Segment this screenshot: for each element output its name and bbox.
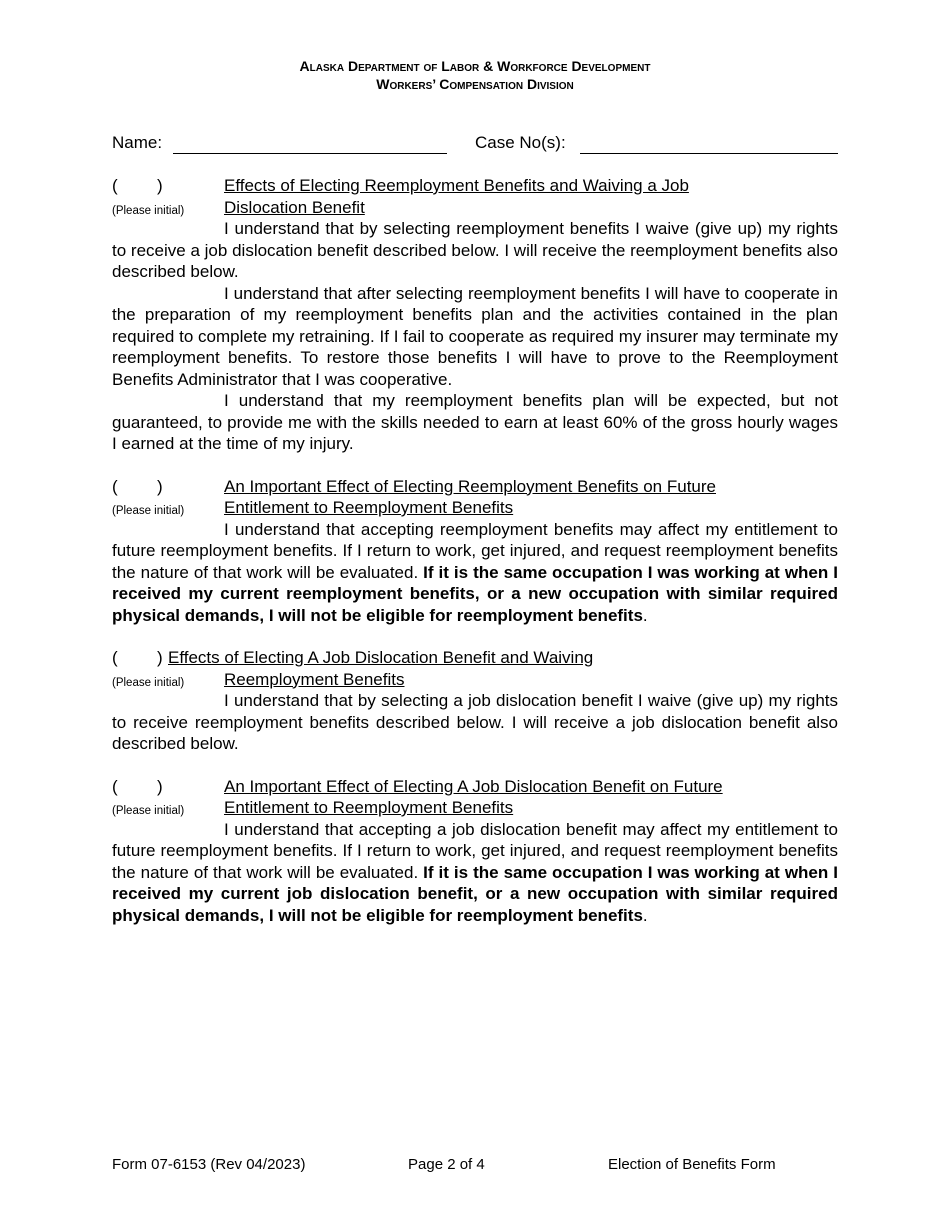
- section-job-dislocation-effects: [112, 647, 838, 755]
- paragraph: I understand that accepting a job dislocation benefit may affect my entitlement to future reemployment benefits. If I return to work, get injured, and request reemployment benefits the nature of that work will be evaluated. If it is the same occupation I was working at when I received my current job dislocation benefit, or a new occupation with similar required physical demands, I will not be eligible for reemployment benefits.: [112, 819, 838, 925]
- agency-header: [0, 57, 950, 93]
- paragraph: I understand that accepting reemployment benefits may affect my entitlement to future reemployment benefits. If I return to work, get injured, and request reemployment benefits the nature of that work will be evaluated. If it is the same occupation I was working at when I received my current reemployment benefits, or a new occupation with similar required physical demands, I will not be eligible for reemployment benefits.: [112, 519, 838, 625]
- case-number-field[interactable]: [580, 153, 838, 154]
- page-footer: [112, 1156, 840, 1176]
- document-body: [112, 175, 838, 947]
- division-name: Workers’ Compensation Division: [376, 76, 574, 92]
- please-initial-note: (Please initial): [112, 204, 185, 217]
- initial-box[interactable]: ( ): [112, 476, 163, 496]
- paragraph: I understand that by selecting a job dislocation benefit I waive (give up) my rights to receive reemployment benefits described below. I will receive a job dislocation benefit also described below.: [112, 691, 838, 753]
- section-reemployment-future-entitlement: [112, 476, 838, 627]
- section-title-cont: Entitlement to Reemployment Benefits: [224, 498, 514, 517]
- name-case-row: [112, 133, 840, 157]
- paragraph: I understand that by selecting reemployment benefits I waive (give up) my rights to receive a job dislocation benefit described below. I will receive the reemployment benefits also described below.: [112, 219, 838, 281]
- form-number: Form 07-6153 (Rev 04/2023): [112, 1156, 306, 1173]
- bold-warning: If it is the same occupation I was working at when I received my current job dislocation benefit, or a new occupation with similar required physical demands, I will not be eligible for reemployment benefits: [112, 862, 838, 925]
- section-title: An Important Effect of Electing A Job Dislocation Benefit on Future: [224, 776, 723, 796]
- paragraph: I understand that after selecting reemployment benefits I will have to cooperate in the preparation of my reemployment benefits plan and the activities contained in the plan required to complete my retraining. If I fail to cooperate as required my insurer may terminate my reemployment benefits. To restore those benefits I will have to prove to the Reemployment Benefits Administrator that I was cooperative.: [112, 283, 838, 389]
- section-title: Effects of Electing A Job Dislocation Benefit and Waiving: [168, 648, 594, 667]
- section-title-cont: Dislocation Benefit: [224, 197, 365, 217]
- section-reemployment-effects: [112, 175, 838, 455]
- please-initial-note: (Please initial): [112, 505, 185, 517]
- bold-warning: If it is the same occupation I was working at when I received my current reemployment benefits, or a new occupation with similar required physical demands, I will not be eligible for reemployment benefits: [112, 562, 838, 625]
- section-title: An Important Effect of Electing Reemployment Benefits on Future: [224, 476, 716, 496]
- agency-name: Alaska Department of Labor & Workforce Development: [299, 58, 651, 74]
- please-initial-note: (Please initial): [112, 805, 185, 817]
- name-label: Name:: [112, 133, 163, 152]
- section-job-dislocation-future-entitlement: [112, 776, 838, 927]
- initial-box[interactable]: ( ): [112, 648, 163, 667]
- section-title-cont: Entitlement to Reemployment Benefits: [224, 798, 514, 817]
- section-title: Effects of Electing Reemployment Benefits and Waiving a Job: [224, 176, 689, 195]
- form-title: Election of Benefits Form: [608, 1156, 776, 1173]
- initial-box[interactable]: ( ): [112, 176, 163, 195]
- section-title-cont: Reemployment Benefits: [224, 669, 405, 689]
- initial-box[interactable]: ( ): [112, 776, 163, 796]
- name-field[interactable]: [173, 153, 447, 154]
- case-number-label: Case No(s):: [475, 133, 566, 152]
- please-initial-note: (Please initial): [112, 676, 185, 689]
- page-number: Page 2 of 4: [408, 1156, 485, 1173]
- paragraph: I understand that my reemployment benefits plan will be expected, but not guaranteed, to provide me with the skills needed to earn at least 60% of the gross hourly wages I earned at the time of my injury.: [112, 391, 838, 453]
